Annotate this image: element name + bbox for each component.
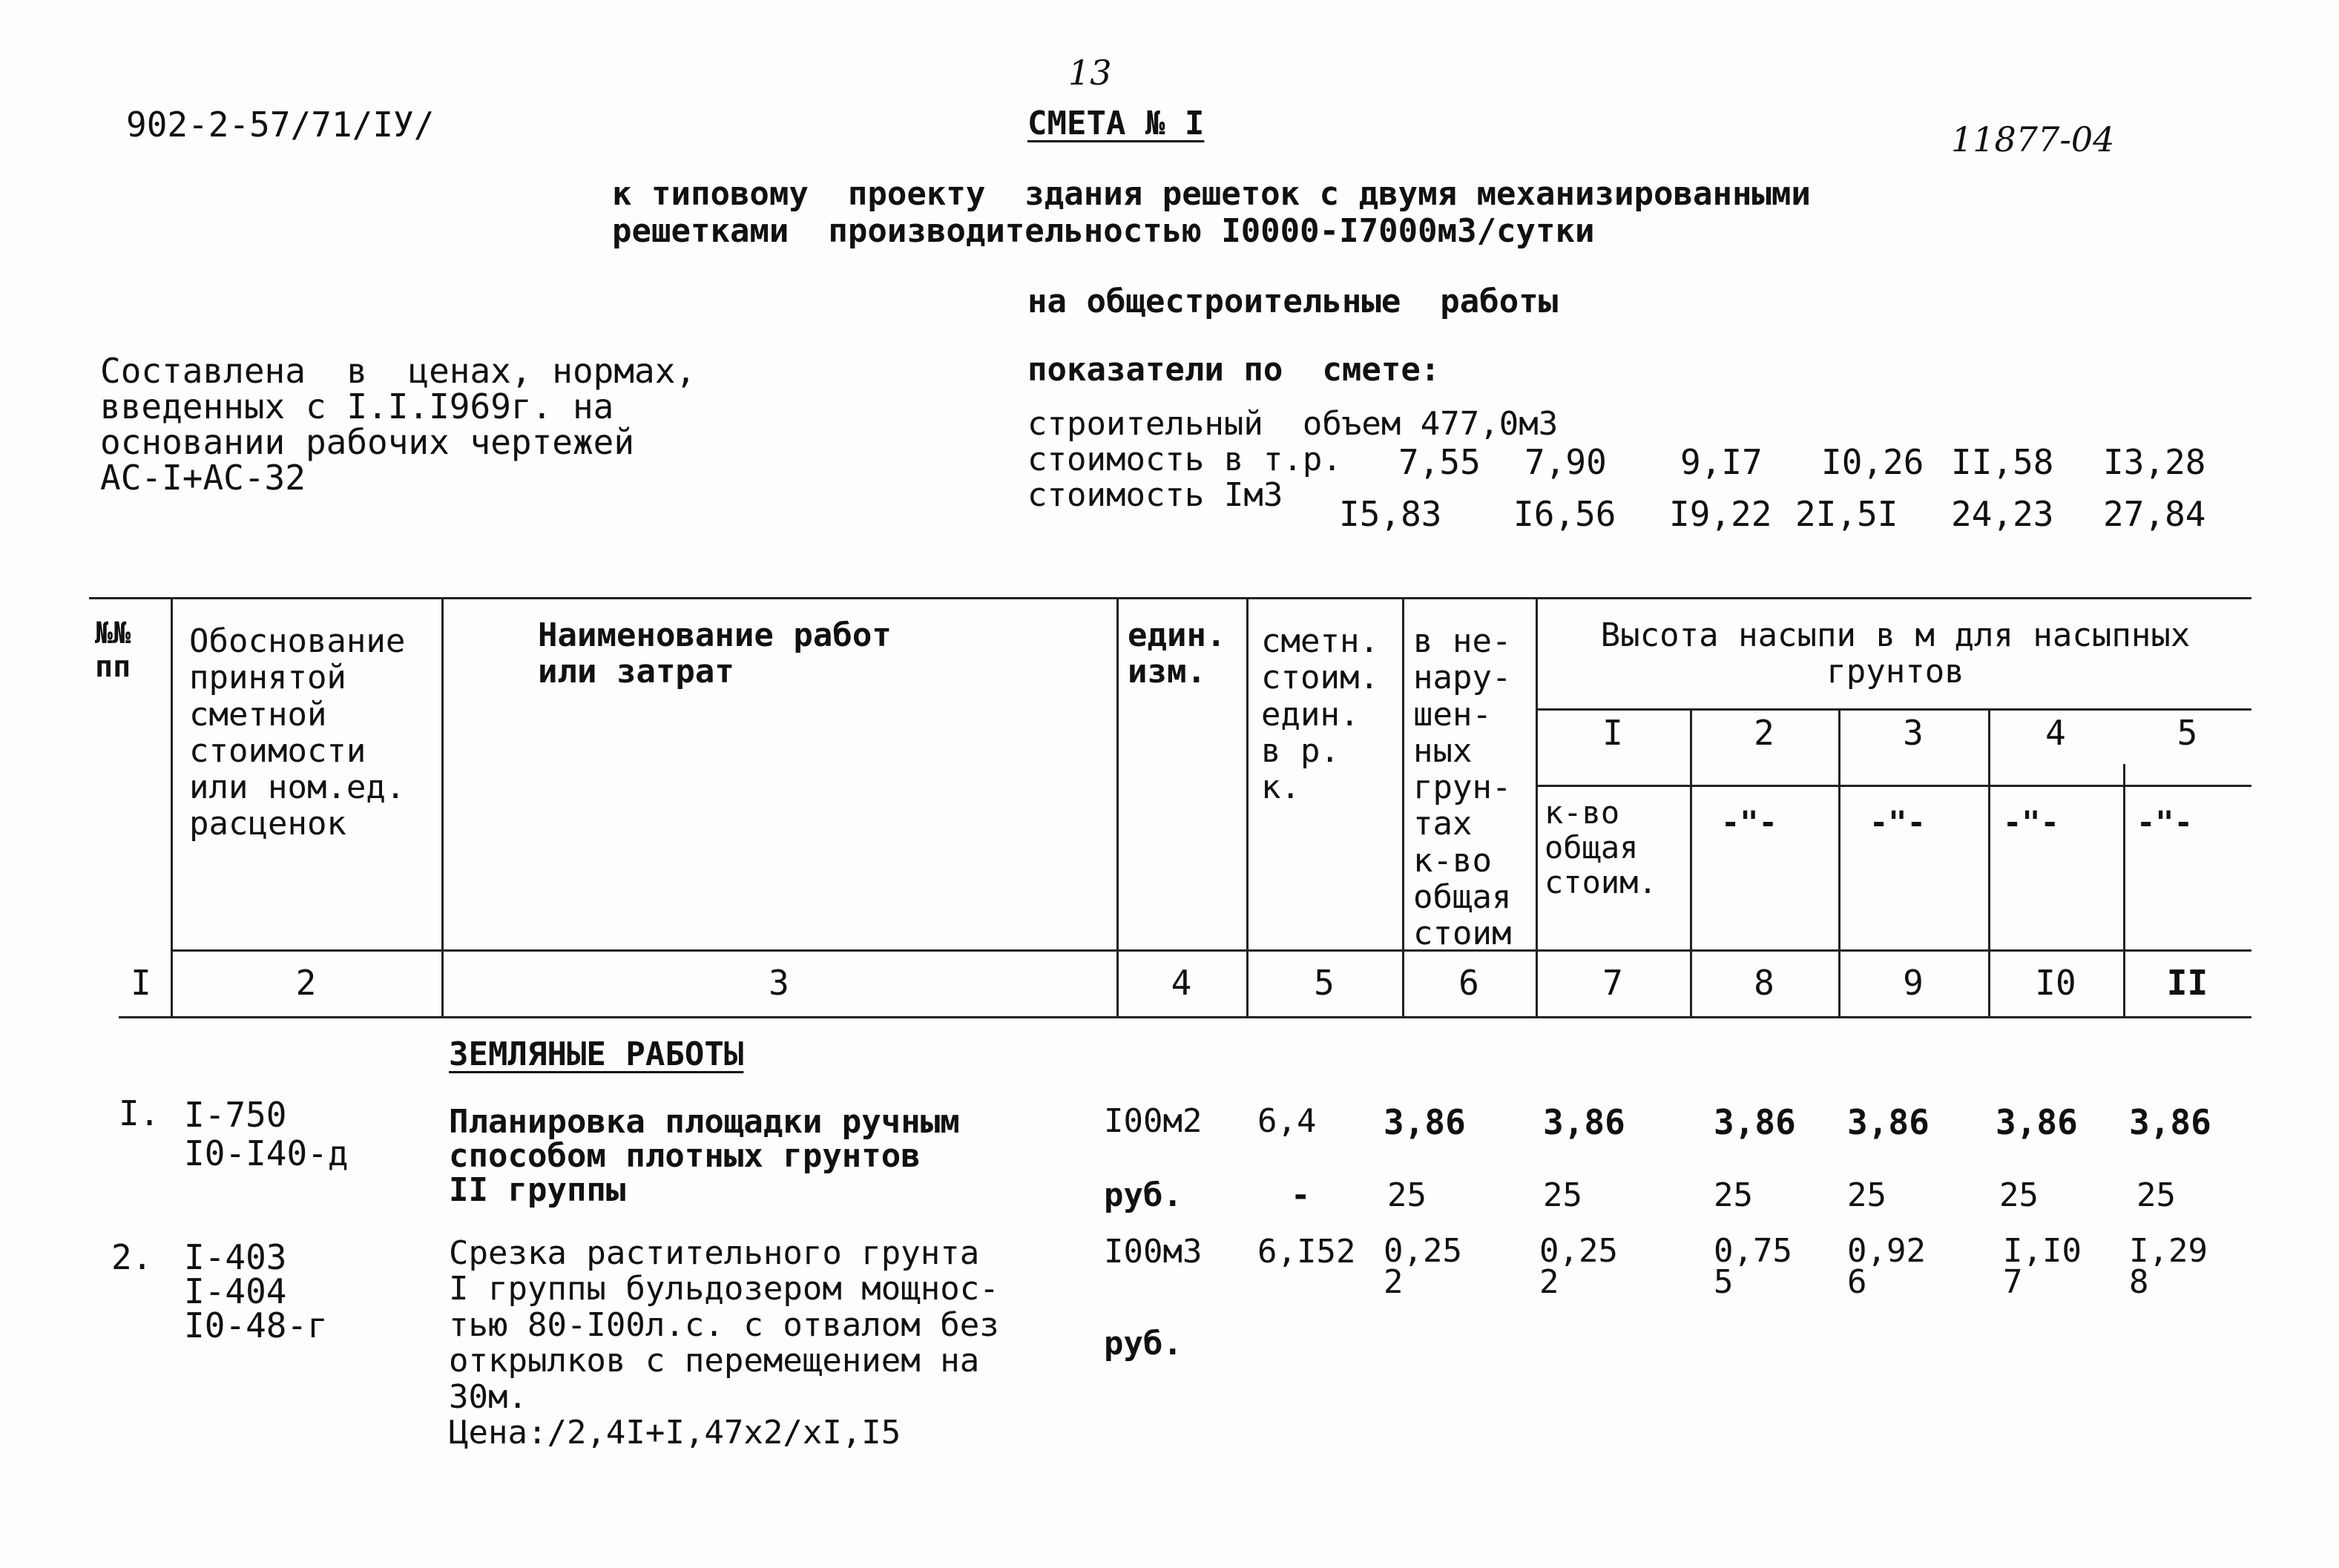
row-quantity: I,I0 7 bbox=[2003, 1232, 2082, 1301]
column-number: 7 bbox=[1602, 963, 1623, 1003]
row-sum: 25 bbox=[1847, 1176, 1886, 1214]
column-number: I0 bbox=[2035, 963, 2076, 1003]
unit-cost-value: 27,84 bbox=[2103, 494, 2206, 534]
row-work-name: Планировка площадки ручным способом плотных грунтов II группы bbox=[449, 1103, 960, 1210]
document-title: СМЕТА № I bbox=[1027, 105, 1205, 142]
header-basis: Обоснование принятой сметной стоимости или ном.ед. расценок bbox=[189, 622, 406, 843]
page-number: 13 bbox=[1068, 53, 1112, 93]
cost-value: 9,I7 bbox=[1680, 442, 1763, 482]
subheader-ditto: -"- bbox=[2003, 804, 2059, 840]
subheader-1: I bbox=[1602, 713, 1623, 753]
table-top-border bbox=[89, 597, 2251, 599]
cost-value: 7,55 bbox=[1398, 442, 1481, 482]
column-number: 4 bbox=[1171, 963, 1192, 1003]
unit-cost-value: 24,23 bbox=[1951, 494, 2054, 534]
row-unit-currency: руб. bbox=[1104, 1176, 1182, 1214]
header-unit-price: сметн. стоим. един. в р. к. bbox=[1261, 622, 1379, 807]
row-quantity: 0,25 2 bbox=[1539, 1232, 1618, 1301]
subheader-qty-total-cost: к-во общая стоим. bbox=[1544, 794, 1657, 901]
column-number: I bbox=[131, 963, 151, 1003]
row-number: 2. bbox=[111, 1237, 153, 1277]
works-type: на общестроительные работы bbox=[1027, 283, 1559, 320]
row-basis: I-750 I0-I40-д bbox=[184, 1095, 349, 1173]
cost-label: стоимость в т.р. bbox=[1027, 441, 1342, 478]
row-quantity: 3,86 bbox=[1847, 1102, 1930, 1142]
row-quantity: I,29 8 bbox=[2129, 1232, 2208, 1301]
indicators-heading: показатели по смете: bbox=[1027, 351, 1441, 389]
column-number: 9 bbox=[1903, 963, 1924, 1003]
cost-value: I3,28 bbox=[2103, 442, 2206, 482]
subtitle-line2: решетками производительностью I0000-I7000м3/сутки bbox=[612, 212, 1595, 250]
column-numbers-bottom-border bbox=[119, 1016, 2251, 1018]
header-row-number: №№ пп bbox=[95, 616, 131, 684]
cost-value: I0,26 bbox=[1821, 442, 1924, 482]
subheader-divider bbox=[1536, 785, 2251, 787]
row-quantity: 3,86 bbox=[2129, 1102, 2211, 1142]
row-quantity: 0,25 2 bbox=[1384, 1232, 1462, 1301]
row-unit: I00м2 bbox=[1104, 1102, 1203, 1140]
basis-line2: введенных с I.I.I969г. на bbox=[100, 386, 614, 426]
column-number: 8 bbox=[1754, 963, 1774, 1003]
row-number: I. bbox=[119, 1093, 160, 1133]
column-divider bbox=[1246, 597, 1249, 1016]
header-work-name: Наименование работ или затрат bbox=[538, 616, 892, 691]
column-number: 3 bbox=[769, 963, 789, 1003]
row-unit: I00м3 bbox=[1104, 1233, 1203, 1271]
row-unit-price: 6,4 bbox=[1257, 1102, 1317, 1140]
row-quantity: 3,86 bbox=[1543, 1102, 1625, 1142]
group-header-divider bbox=[1536, 708, 2251, 711]
row-work-name: Срезка растительного грунта I группы бульдозером мощнос- тью 80-I00л.с. с отвалом без открылков с перемещением на 30м. Цена:/2,4I+I,47х2/хI,I5 bbox=[449, 1234, 999, 1452]
column-divider bbox=[171, 597, 173, 1016]
row-quantity: 3,86 bbox=[1996, 1102, 2078, 1142]
doc-code: 902-2-57/71/IУ/ bbox=[126, 105, 435, 145]
header-unit: един. изм. bbox=[1128, 616, 1226, 691]
header-bottom-border bbox=[171, 949, 2251, 952]
header-embankment-height: Высота насыпи в м для насыпных грунтов bbox=[1600, 616, 2191, 691]
subheader-2: 2 bbox=[1754, 713, 1774, 753]
subheader-3: 3 bbox=[1903, 713, 1924, 753]
inventory-number: 11877-04 bbox=[1951, 119, 2115, 159]
column-number: 2 bbox=[295, 963, 317, 1003]
row-quantity: 3,86 bbox=[1714, 1102, 1796, 1142]
column-divider bbox=[1116, 597, 1119, 1016]
row-sum: 25 bbox=[1999, 1176, 2039, 1214]
column-number: 6 bbox=[1458, 963, 1479, 1003]
basis-line4: АС-I+АС-32 bbox=[100, 458, 306, 498]
row-basis: I-403 I-404 I0-48-г bbox=[184, 1237, 328, 1345]
row-quantity: 0,75 5 bbox=[1714, 1232, 1792, 1301]
subheader-ditto: -"- bbox=[1869, 804, 1926, 840]
header-undisturbed-soil: в не- нару- шен- ных грун- тах к-во общая стоим bbox=[1413, 622, 1512, 953]
cost-value: II,58 bbox=[1951, 442, 2054, 482]
row-sum: 25 bbox=[2136, 1176, 2176, 1214]
column-number: II bbox=[2166, 963, 2208, 1003]
column-divider bbox=[1402, 597, 1404, 1016]
unit-cost-value: I6,56 bbox=[1513, 494, 1616, 534]
subtitle-line1: к типовому проекту здания решеток с двумя механизированными bbox=[612, 175, 1811, 213]
section-title: ЗЕМЛЯНЫЕ РАБОТЫ bbox=[449, 1035, 744, 1073]
column-number: 5 bbox=[1314, 963, 1335, 1003]
volume-label: строительный объем 477,0м3 bbox=[1027, 405, 1559, 443]
row-quantity: 3,86 bbox=[1384, 1102, 1466, 1142]
row-sum: 25 bbox=[1714, 1176, 1753, 1214]
unit-cost-label: стоимость Iм3 bbox=[1027, 476, 1283, 514]
column-divider bbox=[441, 597, 444, 1016]
unit-cost-value: 2I,5I bbox=[1795, 494, 1898, 534]
row-unit-price: 6,I52 bbox=[1257, 1233, 1356, 1271]
row-sum: 25 bbox=[1543, 1176, 1582, 1214]
unit-cost-value: I9,22 bbox=[1669, 494, 1772, 534]
subheader-ditto: -"- bbox=[1721, 804, 1777, 840]
basis-line3: основании рабочих чертежей bbox=[100, 422, 635, 462]
cost-value: 7,90 bbox=[1524, 442, 1607, 482]
row-sum: 25 bbox=[1387, 1176, 1427, 1214]
unit-cost-value: I5,83 bbox=[1339, 494, 1442, 534]
row-unit-price-dash: - bbox=[1291, 1176, 1311, 1214]
basis-line1: Составлена в ценах, нормах, bbox=[100, 351, 697, 391]
column-divider bbox=[1536, 597, 1538, 1016]
subheader-4: 4 bbox=[2045, 713, 2066, 753]
subheader-5: 5 bbox=[2177, 713, 2198, 753]
row-quantity: 0,92 6 bbox=[1847, 1232, 1926, 1301]
subheader-ditto: -"- bbox=[2136, 804, 2193, 840]
row-unit-currency: руб. bbox=[1104, 1325, 1182, 1363]
